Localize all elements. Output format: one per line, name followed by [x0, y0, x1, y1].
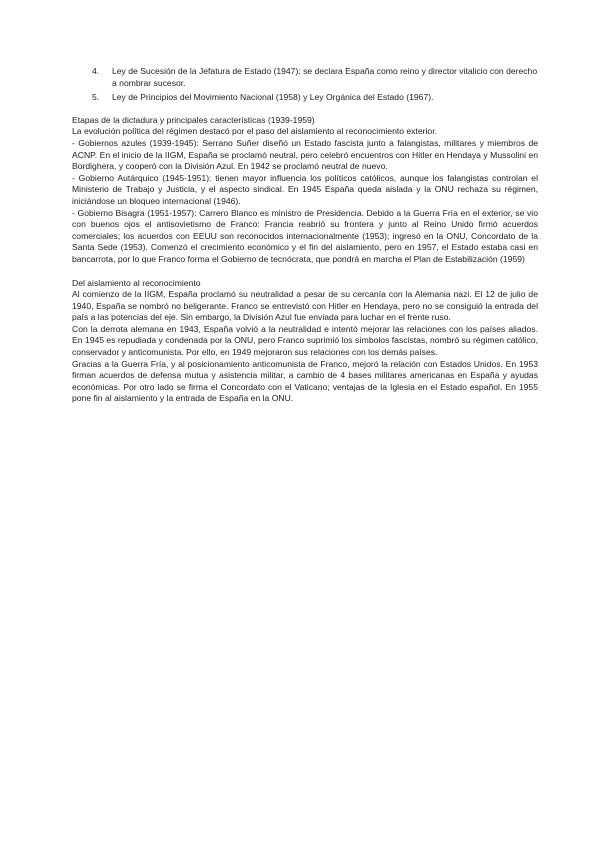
- numbered-list: [72, 66, 538, 104]
- list-item-number: 5.: [92, 92, 100, 103]
- list-item-text: Ley de Principios del Movimiento Nacional (1958) y Ley Orgánica del Estado (1967).: [112, 92, 434, 103]
- list-item-text: Ley de Sucesión de la Jefatura de Estado (1947): se declara España como reino y director vitalicio con derecho a nombrar sucesor.: [112, 66, 538, 88]
- paragraph: La evolución política del régimen destacó por el paso del aislamiento al reconocimiento exterior.: [72, 126, 437, 137]
- paragraph: - Gobiernos azules (1939-1945): Serrano Suñer diseñó un Estado fascista junto a falangistas, militares y miembros de ACNP. En el inicio de la IIGM, España se proclamó neutral, pero celebró encuentros con Hitler en Hendaya y Mussolini en Bordighera, y cooperó con la División Azul. En 1942 se proclamó neutral de nuevo.: [72, 137, 538, 172]
- paragraph: - Gobierno Autárquico (1945-1951): tienen mayor influencia los políticos católicos, aunque los falangistas controlan el Ministerio de Trabajo y Justicia, y el aspecto sindical. En 1945 España queda aislada y la ONU rechaza su régimen, iniciándose un bloqueo internacional (1946).: [72, 172, 538, 206]
- section-heading: Del aislamiento al reconocimiento: [72, 277, 201, 288]
- list-item: [72, 66, 538, 89]
- section-heading: Etapas de la dictadura y principales características (1939-1959): [72, 114, 315, 125]
- list-item: [72, 92, 538, 104]
- paragraph: Gracias a la Guerra Fría, y al posicionamiento anticomunista de Franco, mejoró la relación con Estados Unidos. En 1953 firman acuerdos de defensa mutua y asistencia militar, a cambio de 4 bases militares americanas en España y ayudas económicas. Por otro lado se firma el Concordato con el Vaticano; ventajas de la Iglesia en el Estado español. En 1955 pone fin al aislamiento y la entrada de España en la ONU.: [72, 358, 538, 404]
- section-aislamiento-reconocimiento: [72, 278, 538, 406]
- paragraph: - Gobierno Bisagra (1951-1957): Carrero Blanco es ministro de Presidencia. Debido a la Guerra Fría en el exterior, se vio con buenos ojos el antisovietismo de Franco: Francia reabrió su frontera y junto al Reino Unido firmó acuerdos comerciales; los acuerdos con EEUU son reconocidos internacionalmente (1953); ingresó en la ONU, Concordato de la Santa Sede (1953). Comenzó el crecimiento económico y el fin del aislamiento, pero en 1957, el Estado estaba casi en bancarrota, por lo que Franco forma el Gobierno de tecnócrata, que pondrá en marcha el Plan de Estabilización (1959): [72, 207, 538, 264]
- paragraph: Con la derrota alemana en 1943, España volvió a la neutralidad e intentó mejorar las relaciones con los países aliados. En 1945 es repudiada y condenada por la ONU, pero Franco suprimió los símbolos fascistas, nombró su régimen católico, conservador y anticomunista. Por ello, en 1949 mejoraron sus relaciones con los demás países.: [72, 323, 538, 358]
- list-item-number: 4.: [92, 66, 100, 76]
- document-page: [72, 66, 538, 405]
- section-etapas-dictadura: [72, 115, 538, 266]
- paragraph: Al comienzo de la IIGM, España proclamó su neutralidad a pesar de su cercanía con la Alemania nazi. El 12 de julio de 1940, España se nombró no beligerante. Franco se entrevistó con Hitler en Hendaya, pero no se consiguió la entrada del país a las potencias del eje. Sin embargo, la División Azul fue enviada para luchar en el frente ruso.: [72, 289, 538, 323]
